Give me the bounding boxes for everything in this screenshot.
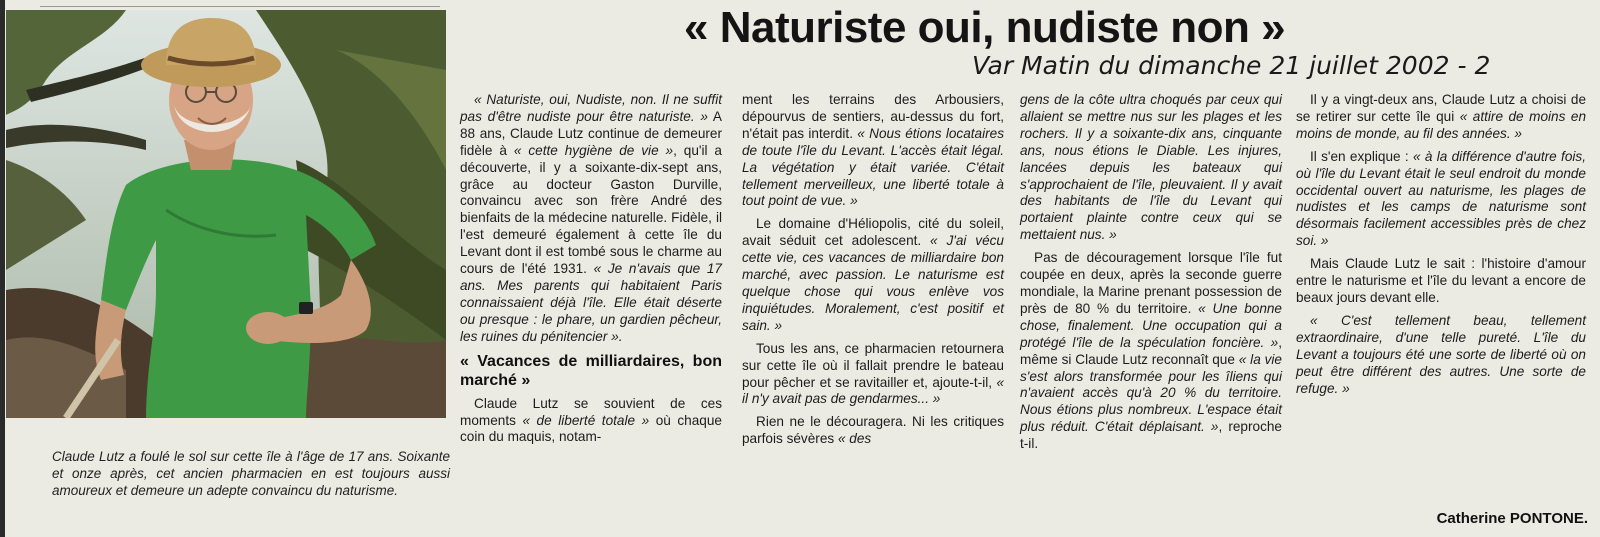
paragraph: Pas de découragement lorsque l'île fut coupée en deux, après la seconde guerre mondiale, la Marine prenant possession de près de 80 % du territoire. « Une bonne chose, finalement. Une occupation qui a protégé l'île de la spéculation foncière. », même si Claude Lutz reconnaît que « la vie s'est alors transformée pour les îliens qui n'avaient accès qu'à 20 % du territoire. Nous étions plus nombreux. L'espace était plus réduit. C'était déplaisant. », reproche t-il. [1020,250,1282,452]
page-edge [0,0,5,537]
paragraph: Il s'en explique : « à la différence d'autre fois, où l'île du Levant était le seul endroit du monde occidental ouvert au naturisme, les plages de nudistes et les camps de naturisme sont désormais facilement accessibles près de chez soi. » [1296,148,1586,249]
paragraph: « Naturiste, oui, Nudiste, non. Il ne suffit pas d'être nudiste pour être naturiste. » A 88 ans, Claude Lutz continue de demeurer fidèle à « cette hygiène de vie », qu'il a découverte, il y a soixante-dix-sept ans, grâce au docteur Gaston Durville, convaincu avec son frère André des bienfaits de la médecine naturelle. Fidèle, il l'est demeuré également à cette île du Levant dont il est tombé sous le charme au cours de l'été 1931. « Je n'avais que 17 ans. Mes parents qui habitaient Paris connaissaient déjà l'île. Elle était déserte ou presque : le phare, un gardien pêcheur, les ruines du pénitencier ». [460,92,723,344]
photo-illustration [6,10,446,418]
paragraph: Le domaine d'Héliopolis, cité du soleil, avait séduit cet adolescent. « J'ai vécu cette vie, ces vacances de milliardaire bon marché, avec passion. Le naturisme est quelque chose qui vous enlève vos inquiétudes. Moralement, c'est positif et sain. » [742,216,1004,333]
paragraph: Tous les ans, ce pharmacien retournera sur cette île où il fallait prendre le bateau pour pêcher et se ravitailler et, ajoute-t-il, « il n'y avait pas de gendarmes... » [742,340,1004,407]
article-column-3 [1020,92,1282,459]
paragraph: ment les terrains des Arbousiers, dépourvus de sentiers, au-dessus du fort, n'était pas interdit. « Nous étions locataires de toute l'île du Levant. L'accès était légal. La végétation y était variée. C'était tellement merveilleux, une liberté totale à tout point de vue. » [742,92,1004,209]
article-column-2 [742,92,1004,454]
paragraph: Mais Claude Lutz le sait : l'histoire d'amour entre le naturisme et l'île du levant a encore de beaux jours devant elle. [1296,256,1586,305]
photo-caption: Claude Lutz a foulé le sol sur cette île à l'âge de 17 ans. Soixante et onze après, cet ancien pharmacien en est toujours aussi amoureux et demeure un adepte convaincu du naturisme. [52,449,450,498]
article-headline: « Naturiste oui, nudiste non » [684,3,1286,52]
paragraph: « C'est tellement beau, tellement extraordinaire, d'une telle pureté. L'île du Levant a toujours été une sorte de liberté où on peut être différent des autres. Une sorte de refuge. » [1296,312,1586,396]
source-handwritten-note: Var Matin du dimanche 21 juillet 2002 - 2 [972,51,1491,80]
article-photo [6,10,446,418]
paragraph: Rien ne le découragera. Ni les critiques parfois sévères « des [742,414,1004,447]
subheading: « Vacances de milliardaires, bon marché » [460,352,722,389]
article-column-1 [460,92,722,452]
article-column-4 [1296,92,1586,403]
top-rule [40,6,440,7]
paragraph: Il y a vingt-deux ans, Claude Lutz a choisi de se retirer sur cette île qui « attire de moins en moins de monde, au fil des années. » [1296,92,1587,141]
author-signature: Catherine PONTONE. [1436,510,1588,527]
paragraph: gens de la côte ultra choqués par ceux qui allaient se mettre nus sur les plages et les rochers. Il y a soixante-dix ans, cinquante ans, nous étions le Diable. Les injures, lancées depuis les bateaux qui s'approchaient de l'île, pleuvaient. Il y avait des habitants de l'île du Levant qui portaient plainte contre ceux qui se mettaient nus. » [1020,92,1282,243]
paragraph: Claude Lutz se souvient de ces moments « de liberté totale » où chaque coin du maquis, notam- [460,395,722,445]
